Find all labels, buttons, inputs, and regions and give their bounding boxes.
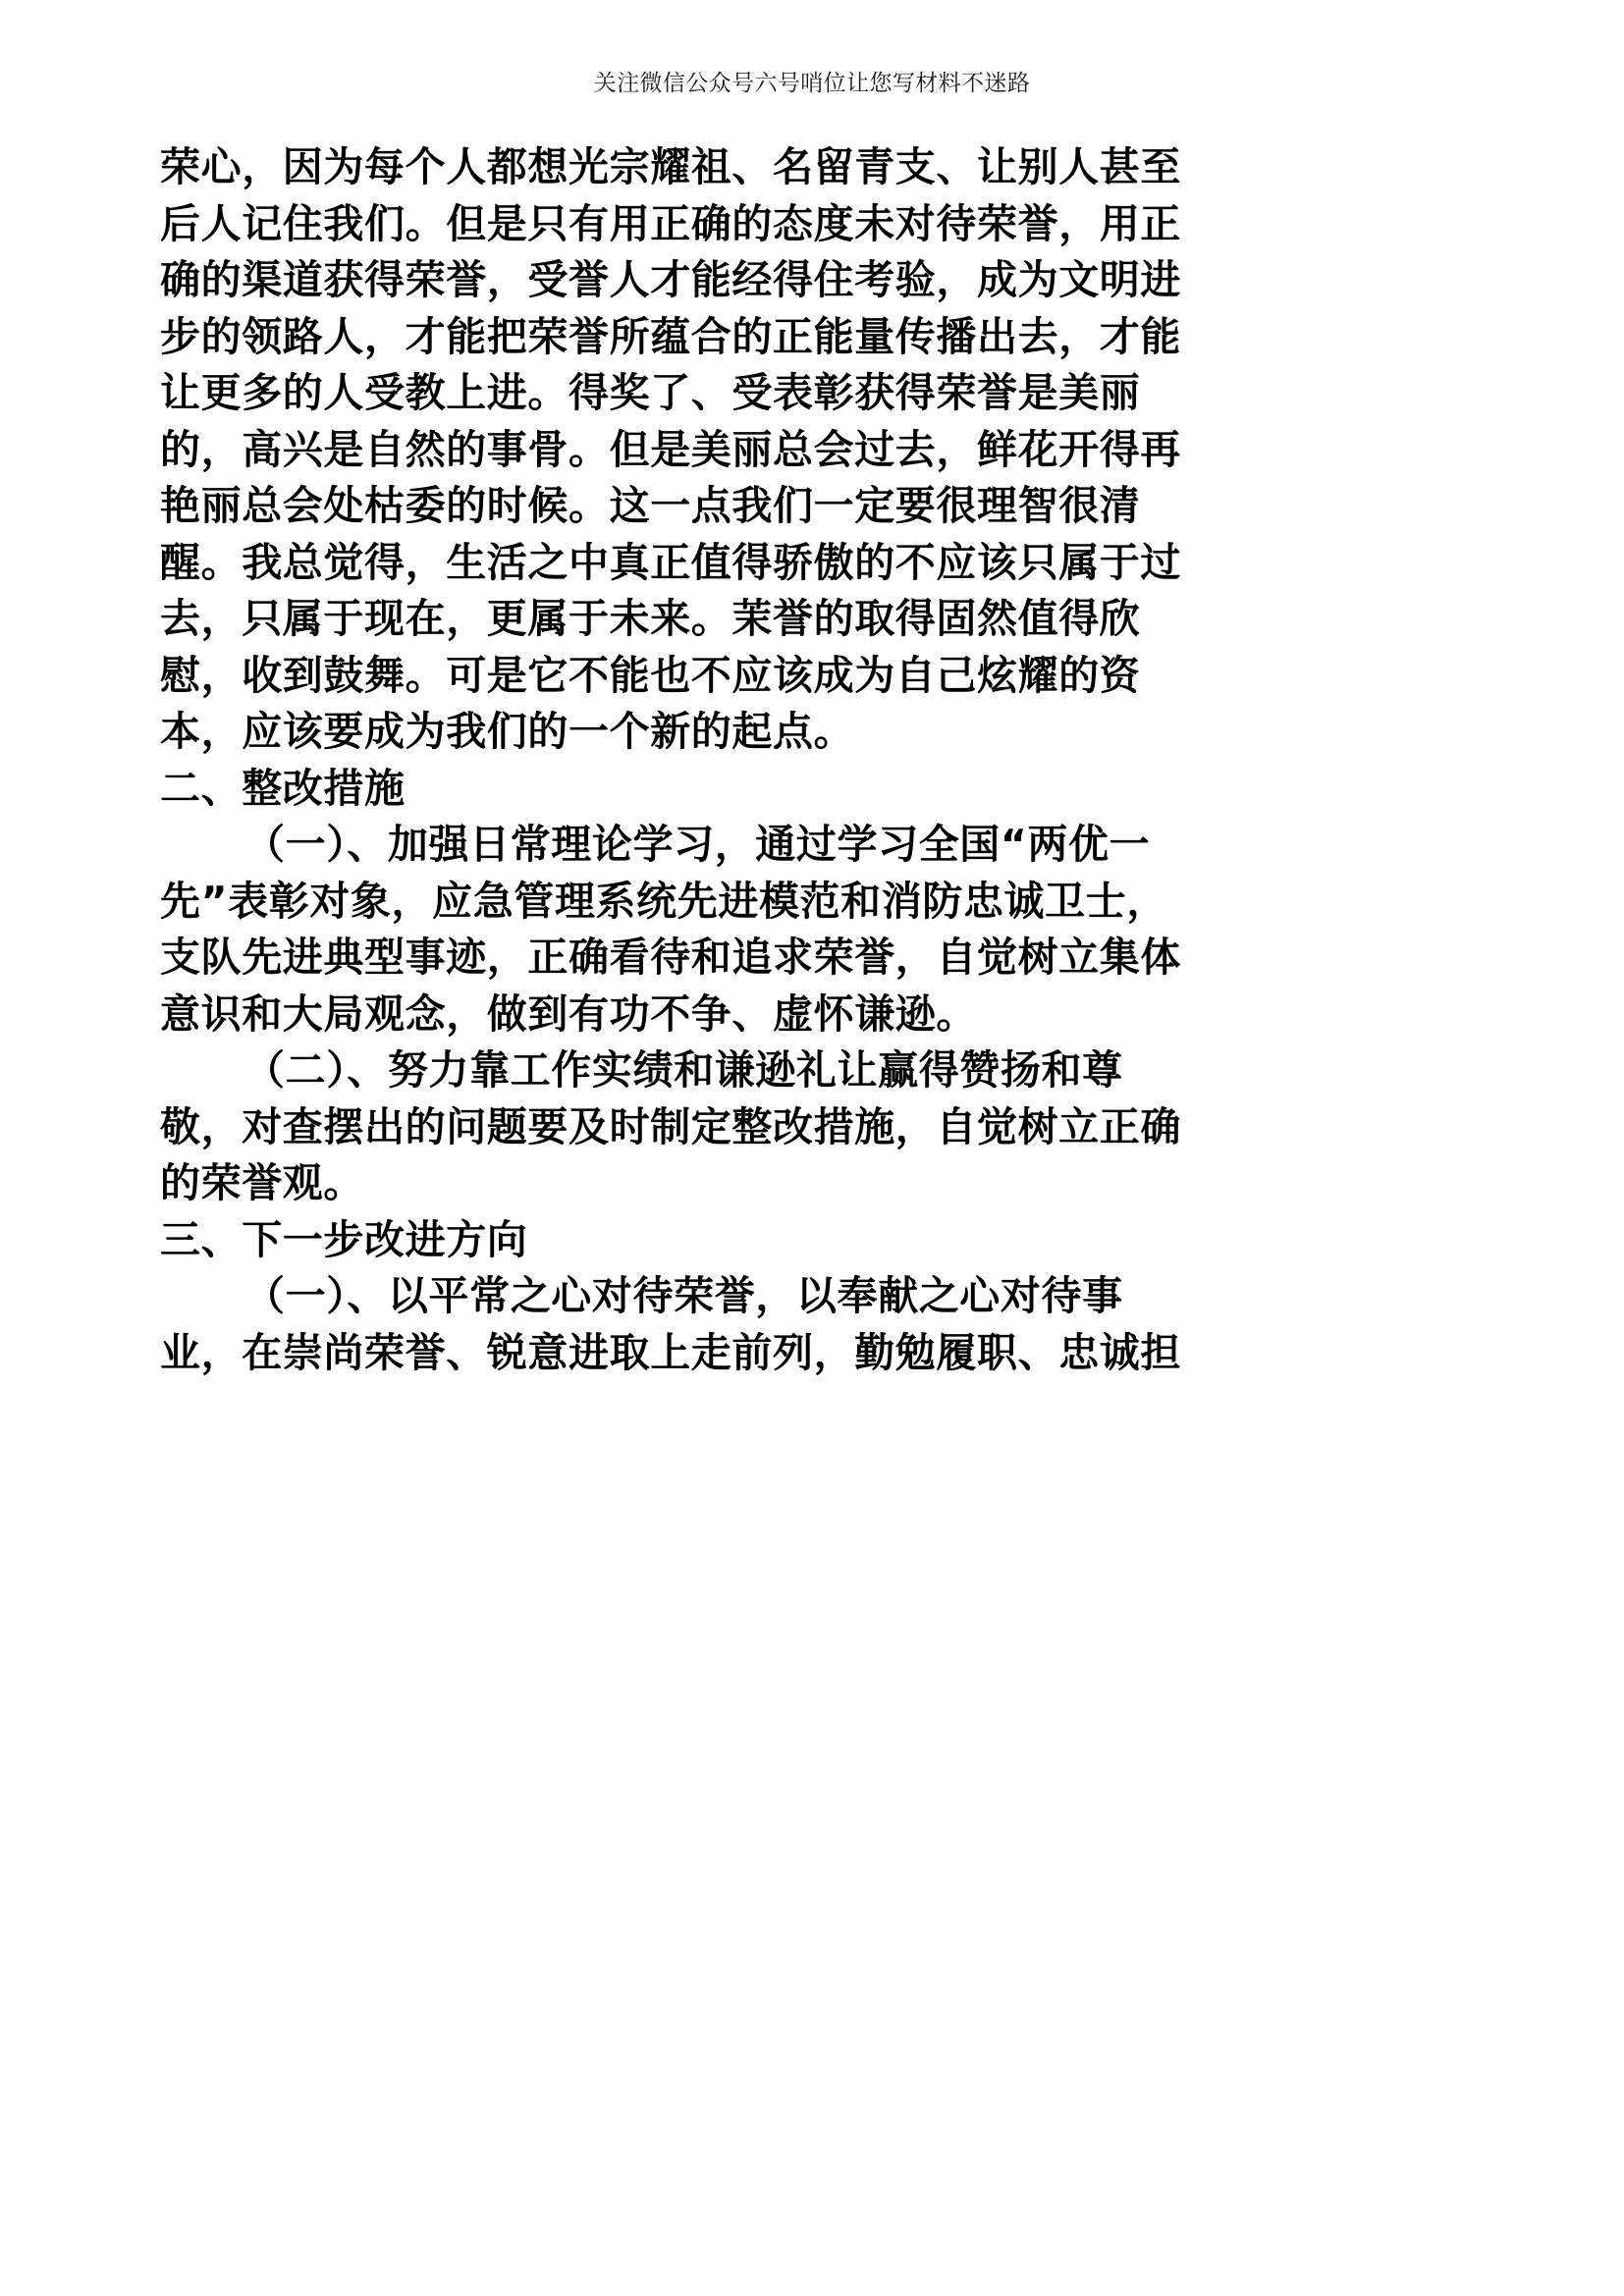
text-line: 醒。我总觉得，生活之中真正值得骄傲的不应该只属于过 bbox=[160, 538, 1181, 586]
body-paragraph bbox=[160, 817, 1181, 1042]
text-line: （一）、以平常之心对待荣誉，以奉献之心对待事 bbox=[244, 1272, 1123, 1319]
text-line: 步的领路人，才能把荣誉所蕴合的正能量传播出去，才能 bbox=[160, 312, 1181, 360]
text-line: 让更多的人受教上进。得奖了、受表彰获得荣誉是美丽 bbox=[160, 369, 1141, 416]
text-line: 确的渠道获得荣誉，受誉人才能经得住考验，成为文明进 bbox=[160, 256, 1181, 303]
text-line: 的荣誉观。 bbox=[160, 1159, 364, 1206]
text-line: 本，应该要成为我们的一个新的起点。 bbox=[160, 708, 855, 755]
text-line: （一）、加强日常理论学习，通过学习全国“两优一 bbox=[244, 821, 1151, 868]
text-line: 艳丽总会处枯委的时候。这一点我们一定要很理智很清 bbox=[160, 482, 1141, 529]
text-line: 意识和大局观念，做到有功不争、虚怀谦逊。 bbox=[160, 989, 977, 1038]
section-heading bbox=[160, 761, 946, 818]
text-line: 去，只属于现在，更属于未来。茉誉的取得固然值得欣 bbox=[160, 595, 1141, 642]
section-heading bbox=[160, 1212, 946, 1269]
page-header-watermark: 关注微信公众号六号哨位让您写材料不迷路 bbox=[593, 71, 1031, 96]
body-paragraph bbox=[160, 1268, 1181, 1381]
text-line: 荣心，因为每个人都想光宗耀祖、名留青支、让别人甚至 bbox=[160, 143, 1181, 190]
text-line: 敬，对查摆出的问题要及时制定整改措施，自觉树立正确 bbox=[160, 1102, 1181, 1150]
text-line: 后人记住我们。但是只有用正确的态度未对待荣誉，用正 bbox=[160, 199, 1181, 247]
body-paragraph bbox=[160, 1042, 1181, 1212]
document-body bbox=[160, 139, 1181, 1381]
text-line: 的，高兴是自然的事骨。但是美丽总会过去，鲜花开得再 bbox=[160, 425, 1181, 473]
body-paragraph bbox=[160, 139, 1181, 761]
text-line: 先”表彰对象，应急管理系统先进模范和消防忠诚卫士， bbox=[160, 877, 1167, 925]
heading-line: 三、下一步改进方向 bbox=[160, 1215, 528, 1263]
text-line: （二）、努力靠工作实绩和谦逊礼让赢得赞扬和尊 bbox=[244, 1046, 1123, 1094]
text-line: 业，在崇尚荣誉、锐意进取上走前列，勤勉履职、忠诚担 bbox=[160, 1328, 1181, 1376]
heading-line: 二、整改措施 bbox=[160, 764, 406, 812]
text-line: 慰，收到鼓舞。可是它不能也不应该成为自己炫耀的资 bbox=[160, 651, 1141, 699]
text-line: 支队先进典型事迹，正确看待和追求荣誉，自觉树立集体 bbox=[160, 934, 1181, 981]
